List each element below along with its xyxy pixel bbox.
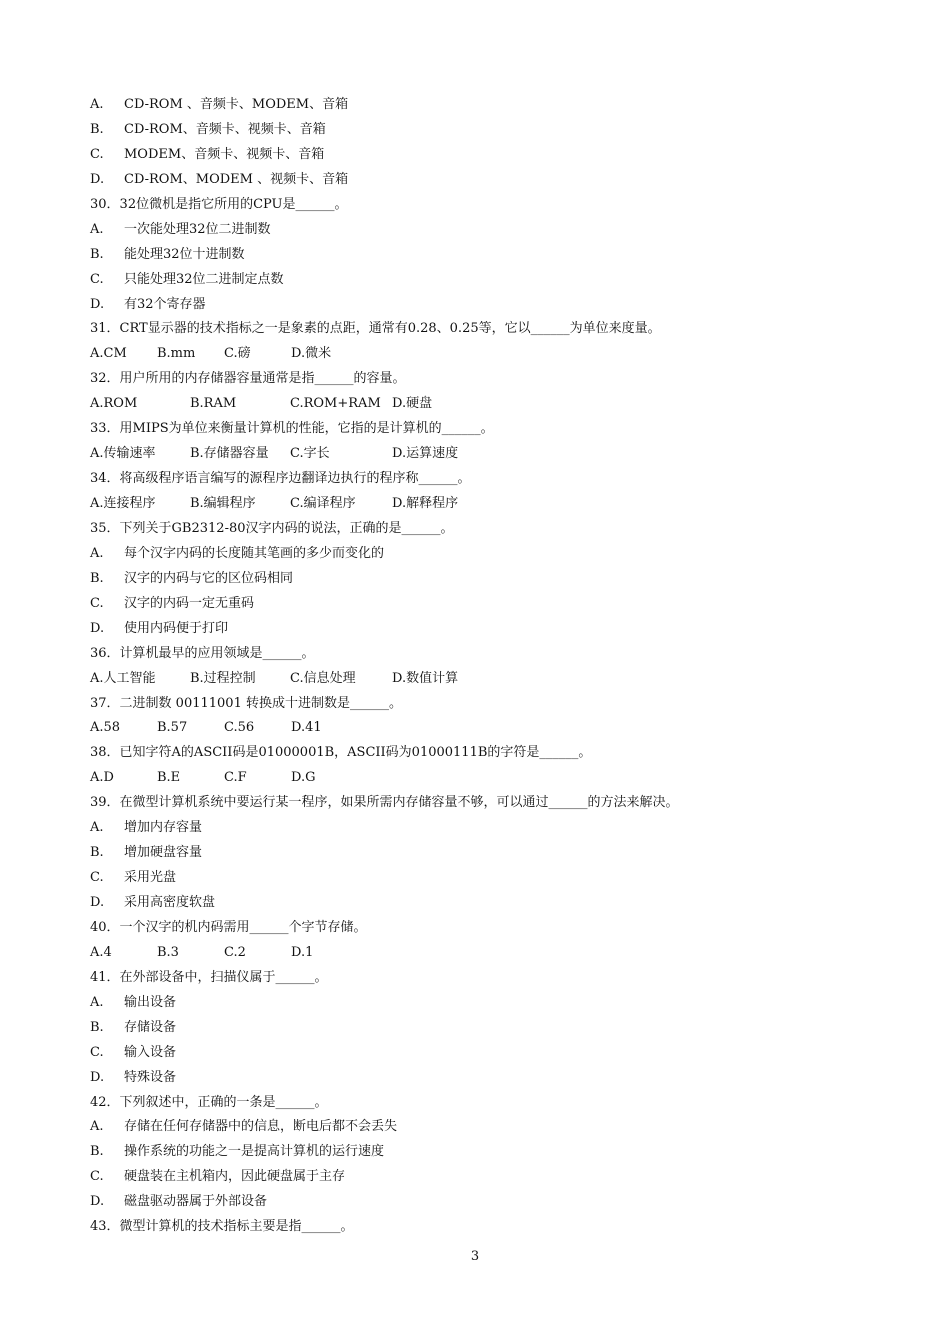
question-stem: 34．将高级程序语言编写的源程序边翻译边执行的程序称______。 (90, 471, 471, 487)
answer-option (90, 567, 910, 592)
inline-option: B.E (157, 770, 181, 786)
inline-option: C.F (224, 770, 247, 786)
inline-option: B.57 (157, 720, 188, 736)
inline-options-row (90, 667, 910, 692)
option-text: 增加内存容量 (124, 820, 203, 836)
answer-option (90, 1041, 910, 1066)
inline-option: B.过程控制 (190, 670, 256, 686)
question-stem: 41．在外部设备中，扫描仪属于______。 (90, 969, 328, 985)
question-stem: 36．计算机最早的应用领域是______。 (90, 645, 315, 661)
question-stem: 42．下列叙述中，正确的一条是______。 (90, 1094, 328, 1110)
option-label: C. (90, 271, 104, 287)
question-stem: 33．用MIPS为单位来衡量计算机的性能，它指的是计算机的______。 (90, 421, 494, 437)
answer-option (90, 1165, 910, 1190)
option-text: 只能处理32位二进制定点数 (124, 271, 284, 287)
option-text: 采用光盘 (124, 870, 177, 886)
answer-option (90, 1190, 910, 1215)
answer-option (90, 268, 910, 293)
answer-option (90, 991, 910, 1016)
inline-option: C.字长 (290, 446, 330, 462)
inline-option: A.ROM (90, 396, 138, 412)
option-text: 输出设备 (124, 994, 177, 1010)
inline-option: D.1 (291, 944, 314, 960)
inline-option: D.解释程序 (392, 496, 459, 511)
answer-option (90, 218, 910, 243)
inline-option: C.2 (224, 944, 246, 960)
option-label: B. (90, 121, 104, 137)
option-label: B. (90, 246, 104, 262)
question-stem: 40．一个汉字的机内码需用______个字节存储。 (90, 919, 367, 935)
option-label: C. (90, 1169, 104, 1185)
option-text: 一次能处理32位二进制数 (124, 221, 271, 237)
option-label: B. (90, 1144, 104, 1160)
option-label: C. (90, 1044, 104, 1060)
inline-option: D.硬盘 (392, 396, 433, 412)
inline-option: A.传输速率 (90, 446, 156, 462)
inline-options-row (90, 492, 910, 517)
option-label: A. (90, 1119, 104, 1135)
option-label: A. (90, 994, 104, 1010)
question-stem: 35．下列关于GB2312-80汉字内码的说法，正确的是______。 (90, 520, 454, 536)
inline-option: B.3 (157, 944, 179, 960)
option-label: A. (90, 97, 104, 112)
inline-option: C.56 (224, 720, 255, 736)
option-label: B. (90, 570, 104, 586)
inline-option: A.人工智能 (90, 670, 156, 686)
inline-option: C.ROM+RAM (290, 396, 381, 412)
inline-options-row (90, 342, 910, 367)
option-text: 硬盘装在主机箱内，因此硬盘属于主存 (124, 1169, 346, 1185)
question-stem: 32．用户所用的内存储器容量通常是指______的容量。 (90, 371, 406, 387)
option-label: C. (90, 870, 104, 886)
option-label: A. (90, 221, 104, 237)
inline-option: D.41 (291, 720, 322, 736)
inline-options-row (90, 442, 910, 467)
answer-option (90, 293, 910, 318)
option-text: 存储在任何存储器中的信息，断电后都不会丢失 (124, 1119, 398, 1135)
option-text: 汉字的内码一定无重码 (124, 595, 255, 611)
question-stem: 43．微型计算机的技术指标主要是指______。 (90, 1219, 354, 1235)
answer-option (90, 143, 910, 168)
answer-option (90, 1066, 910, 1091)
question-stem: 37．二进制数 00111001 转换成十进制数是______。 (90, 695, 402, 711)
answer-option (90, 617, 910, 642)
question-stem: 30．32位微机是指它所用的CPU是______。 (90, 196, 348, 212)
inline-options-row (90, 392, 910, 417)
answer-option (90, 1140, 910, 1165)
option-label: C. (90, 146, 104, 162)
answer-option (90, 866, 910, 891)
answer-option (90, 1115, 910, 1140)
option-text: CD-ROM 、音频卡、MODEM、音箱 (124, 97, 349, 112)
question-stem: 38．已知字符A的ASCII码是01000001B，ASCII码为01000111B的字符是______。 (90, 745, 592, 761)
option-text: 输入设备 (124, 1044, 177, 1060)
answer-option (90, 1016, 910, 1041)
option-text: 有32个寄存器 (124, 296, 206, 312)
option-text: 使用内码便于打印 (124, 620, 229, 636)
answer-option (90, 816, 910, 841)
option-label: B. (90, 1019, 104, 1035)
inline-option: A.4 (90, 944, 112, 960)
inline-option: B.编辑程序 (190, 496, 256, 511)
inline-options-row (90, 766, 910, 791)
inline-option: C.磅 (224, 346, 251, 362)
option-label: D. (90, 296, 105, 312)
option-label: D. (90, 1069, 105, 1085)
answer-option (90, 243, 910, 268)
inline-option: B.mm (157, 346, 196, 362)
option-text: 特殊设备 (124, 1069, 177, 1085)
inline-option: D.数值计算 (392, 670, 459, 686)
option-text: 能处理32位十进制数 (124, 246, 245, 262)
inline-option: C.信息处理 (290, 670, 356, 686)
inline-option: A.58 (90, 720, 121, 736)
option-text: CD-ROM、音频卡、视频卡、音箱 (124, 121, 326, 137)
option-text: 每个汉字内码的长度随其笔画的多少而变化的 (124, 545, 385, 561)
answer-option (90, 891, 910, 916)
document-body (90, 93, 910, 1240)
option-text: 操作系统的功能之一是提高计算机的运行速度 (124, 1144, 385, 1160)
option-text: MODEM、音频卡、视频卡、音箱 (124, 146, 325, 162)
inline-options-row (90, 941, 910, 966)
option-text: 增加硬盘容量 (124, 845, 203, 861)
inline-option: B.RAM (190, 396, 237, 412)
option-label: D. (90, 1194, 105, 1210)
inline-option: C.编译程序 (290, 496, 356, 511)
option-text: 存储设备 (124, 1019, 177, 1035)
inline-option: D.微米 (291, 346, 332, 362)
option-label: A. (90, 820, 104, 836)
option-text: CD-ROM、MODEM 、视频卡、音箱 (124, 171, 349, 187)
option-text: 磁盘驱动器属于外部设备 (124, 1194, 268, 1210)
option-label: C. (90, 595, 104, 611)
question-stem: 39．在微型计算机系统中要运行某一程序，如果所需内存储容量不够，可以通过______的方法来解决。 (90, 795, 679, 811)
option-label: B. (90, 845, 104, 861)
inline-option: A.D (90, 770, 114, 786)
option-label: D. (90, 895, 105, 910)
answer-option (90, 542, 910, 567)
answer-option (90, 592, 910, 617)
option-text: 汉字的内码与它的区位码相同 (124, 570, 294, 586)
option-text: 采用高密度软盘 (124, 895, 216, 910)
inline-option: A.连接程序 (90, 496, 156, 511)
inline-option: B.存储器容量 (190, 446, 269, 462)
inline-option: A.CM (90, 346, 127, 362)
question-stem: 31．CRT显示器的技术指标之一是象素的点距，通常有0.28、0.25等，它以______为单位来度量。 (90, 321, 661, 337)
inline-options-row (90, 716, 910, 741)
answer-option (90, 841, 910, 866)
inline-option: D.运算速度 (392, 446, 459, 462)
page-number: 3 (470, 1249, 480, 1264)
option-label: D. (90, 620, 105, 636)
answer-option (90, 93, 910, 118)
option-label: A. (90, 545, 104, 561)
option-label: D. (90, 171, 105, 187)
answer-option (90, 168, 910, 193)
answer-option (90, 118, 910, 143)
inline-option: D.G (291, 770, 316, 786)
